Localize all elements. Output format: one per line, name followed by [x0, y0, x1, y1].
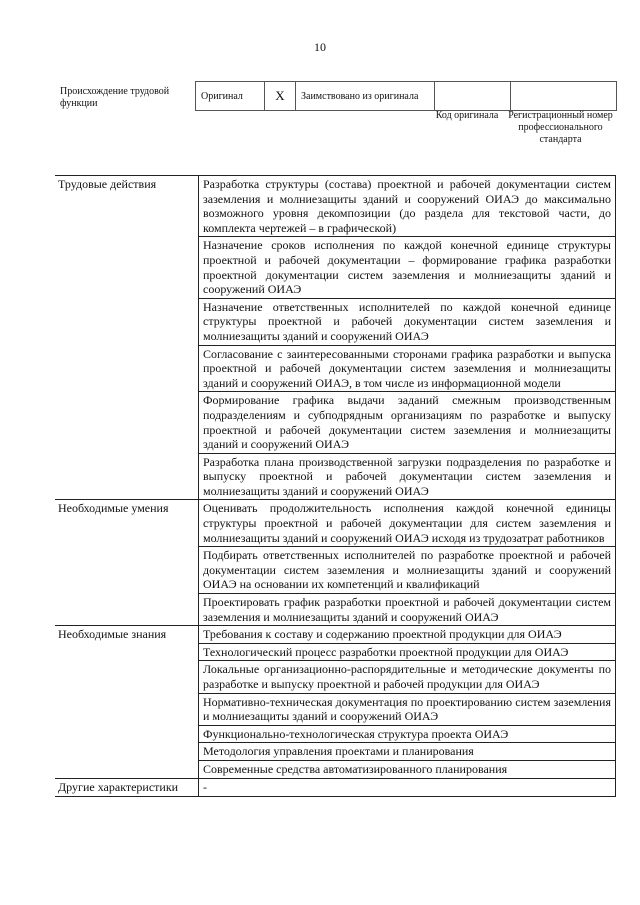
table-row: [55, 176, 616, 237]
item-cell: Разработка структуры (состава) проектной и рабочей документации систем заземления и молниезащиты зданий и сооружений ОИАЭ до максимально возможного уровня декомпозиции (до раздела для текстовой части, до комплекта чертежей – в графической): [199, 176, 616, 237]
item-cell: Назначение ответственных исполнителей по каждой конечной единице структуры проектной и рабочей документации систем заземления и молниезащиты зданий и сооружений ОИАЭ: [199, 298, 616, 345]
registration-cell: [511, 82, 617, 111]
labor-function-table: [55, 175, 616, 797]
code-cell: [435, 82, 511, 111]
item-cell: Современные средства автоматизированного планирования: [199, 760, 616, 778]
table-row: [55, 500, 616, 547]
item-cell: Назначение сроков исполнения по каждой конечной единице структуры проектной и рабочей документации – формирование графика разработки проектной документации систем заземления и молниезащиты зданий и сооружений ОИАЭ: [199, 237, 616, 298]
item-cell: Разработка плана производственной загрузки подразделения по разработке и выпуску проектной и рабочей документации систем заземления и молниезащиты зданий и сооружений ОИАЭ: [199, 453, 616, 500]
item-cell: Оценивать продолжительность исполнения каждой конечной единицы структуры проектной и рабочей документации для систем заземления и молниезащиты зданий и сооружений ОИАЭ исходя из трудозатрат работников: [199, 500, 616, 547]
registration-caption: Регистрационный номер профессионального стандарта: [508, 110, 613, 145]
item-cell: Требования к составу и содержанию проектной продукции для ОИАЭ: [199, 626, 616, 644]
category-cell: Необходимые умения: [55, 500, 199, 626]
original-cell: Оригинал: [196, 82, 265, 111]
item-cell: Локальные организационно-распорядительные и методические документы по разработке и выпуску проектной и рабочей продукции для ОИАЭ: [199, 661, 616, 693]
borrowed-cell: Заимствовано из оригинала: [296, 82, 435, 111]
item-cell: Проектировать график разработки проектной и рабочей документации систем заземления и молниезащиты зданий и сооружений ОИАЭ: [199, 594, 616, 626]
table-row: [55, 626, 616, 644]
item-cell: Формирование графика выдачи заданий смежным производственным подразделениям и субподрядным организациям по разработке и выпуску проектной и рабочей документации систем заземления и молниезащиты зданий и сооружений ОИАЭ: [199, 392, 616, 453]
item-cell: Подбирать ответственных исполнителей по разработке проектной и рабочей документации систем заземления и молниезащиты зданий и сооружений ОИАЭ на основании их компетенций и квалификаций: [199, 547, 616, 594]
table-row: [55, 778, 616, 796]
item-cell: Методология управления проектами и планирования: [199, 743, 616, 761]
item-cell: Функционально-технологическая структура проекта ОИАЭ: [199, 725, 616, 743]
item-cell: Технологический процесс разработки проектной продукции для ОИАЭ: [199, 643, 616, 661]
item-cell: Нормативно-техническая документация по проектированию систем заземления и молниезащиты зданий и сооружений ОИАЭ: [199, 693, 616, 725]
item-cell: Согласование с заинтересованными сторонами графика разработки и выпуска проектной и рабочей документации систем заземления и молниезащиты зданий и сооружений ОИАЭ, в том числе из информационной модели: [199, 345, 616, 392]
origin-table: [195, 81, 617, 111]
original-mark: X: [265, 82, 296, 111]
category-cell: Трудовые действия: [55, 176, 199, 500]
origin-label: Происхождение трудовой функции: [60, 86, 170, 109]
category-cell: Необходимые знания: [55, 626, 199, 778]
item-cell: -: [199, 778, 616, 796]
page-number: 10: [314, 40, 326, 54]
category-cell: Другие характеристики: [55, 778, 199, 796]
code-caption: Код оригинала: [435, 110, 499, 121]
